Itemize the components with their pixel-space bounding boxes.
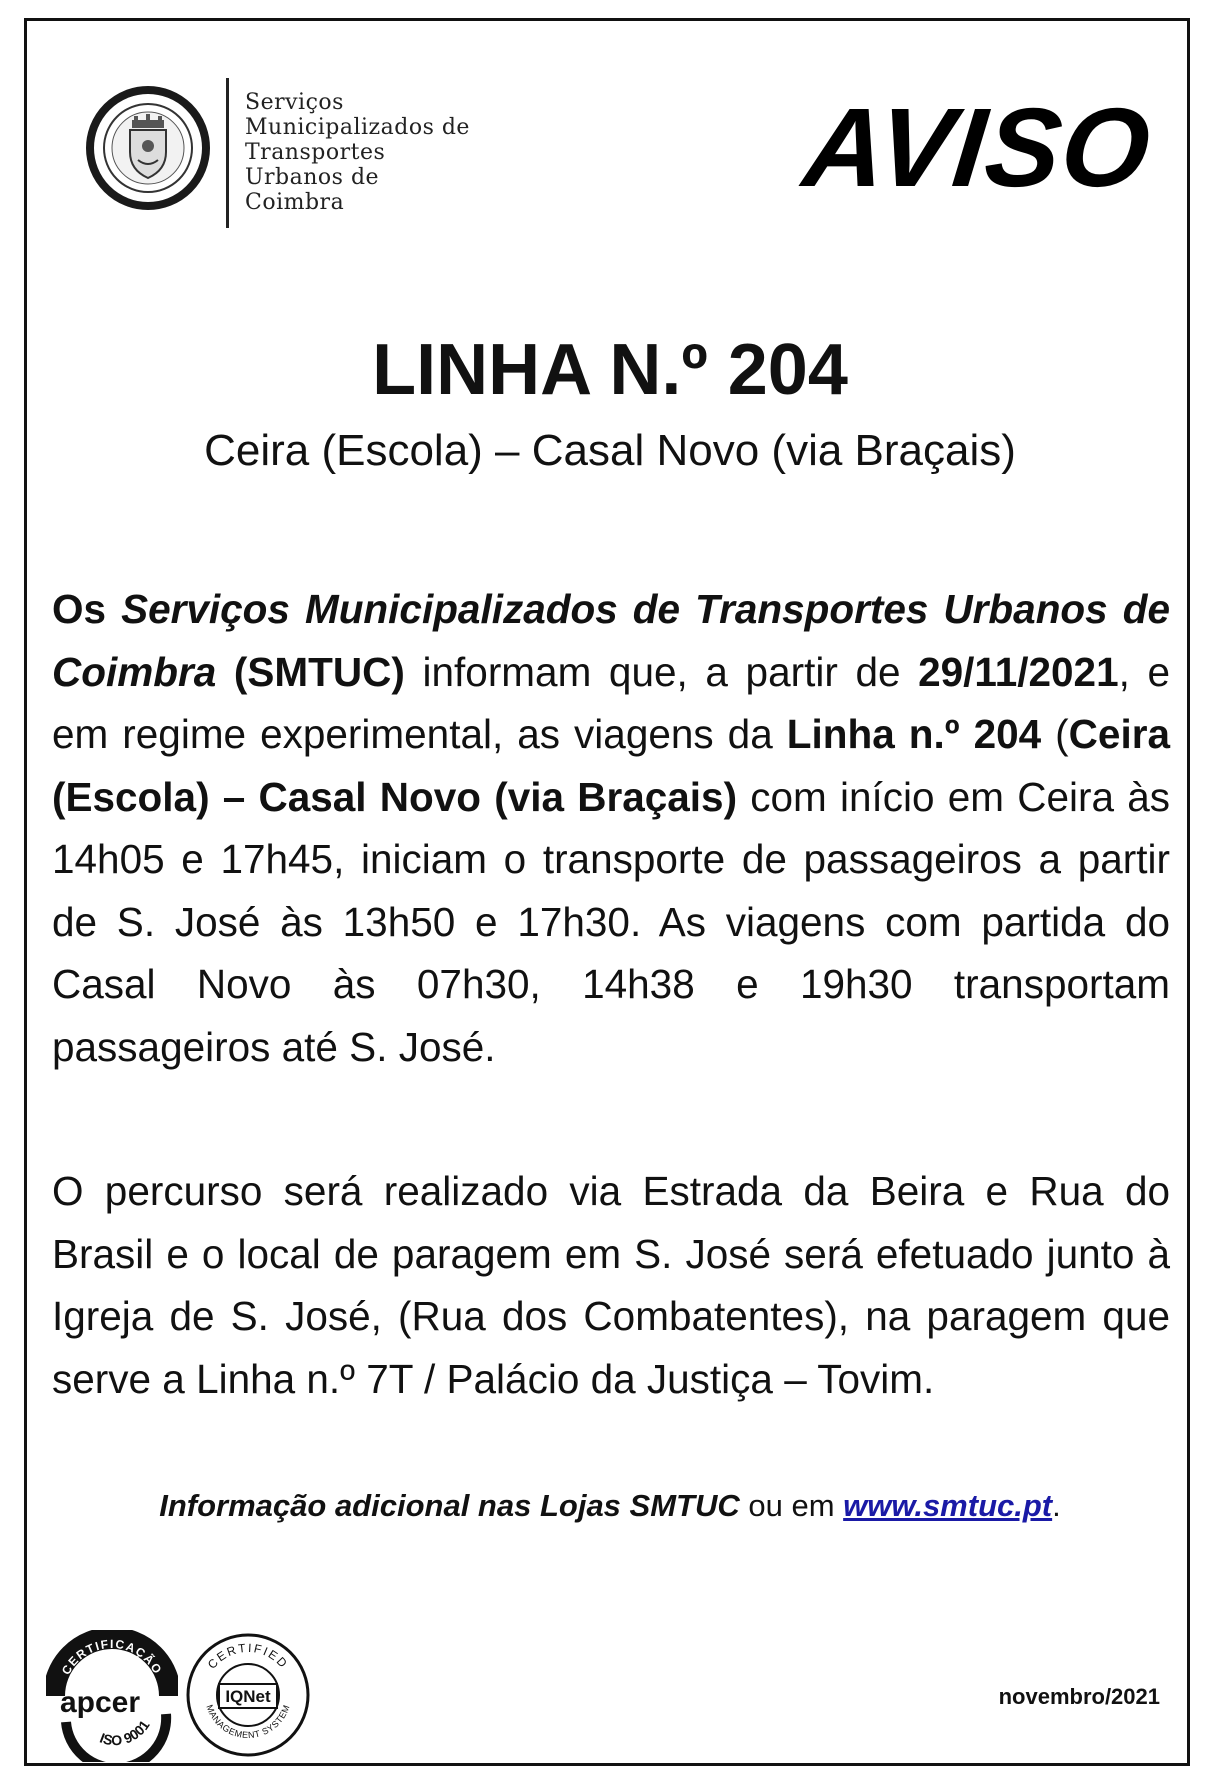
p1-date: 29/11/2021: [918, 648, 1119, 695]
svg-text:CERTIFIED: [205, 1641, 291, 1672]
apcer-top-text: CERTIFICAÇÃO: [58, 1636, 166, 1678]
p1-line-ref: Linha n.º 204: [786, 711, 1042, 757]
info-text: .: [1052, 1488, 1061, 1523]
notice-paragraph-1: [52, 578, 1170, 1078]
notice-label: AVISO: [798, 85, 1157, 210]
apcer-name: apcer: [59, 1686, 141, 1719]
info-text: ou em: [739, 1488, 844, 1523]
website-link[interactable]: www.smtuc.pt: [843, 1488, 1053, 1523]
logo-divider: [226, 78, 229, 228]
line-route: Ceira (Escola) – Casal Novo (via Braçais): [204, 426, 1016, 475]
iqnet-certification-badge: [183, 1630, 313, 1760]
iqnet-name: IQNet: [225, 1687, 271, 1706]
apcer-certification-badge: [46, 1630, 178, 1762]
additional-info: [0, 1486, 1220, 1526]
logo-line: Serviços: [245, 90, 344, 115]
p1-text: informam que, a partir de: [404, 648, 919, 695]
notice-paragraph-2: O percurso será realizado via Estrada da Beira e Rua do Brasil e o local de paragem em S. José será efetuado junto à Igreja de S. José, (Rua dos Combatentes), na paragem que serve a Linha n.º 7T / Palácio da Justiça – Tovim.: [52, 1168, 1170, 1402]
info-text: Informação adicional nas Lojas SMTUC: [159, 1488, 740, 1523]
logo-line: Municipalizados de: [245, 115, 470, 140]
notice-date: novembro/2021: [998, 1684, 1160, 1709]
iqnet-bottom-text: MANAGEMENT SYSTEM: [204, 1703, 292, 1741]
p1-route-ref: Ceira (Escola) – Casal Novo (via Braçais): [52, 711, 1170, 820]
logo-line: Urbanos de: [245, 165, 380, 190]
line-title: LINHA N.º 204: [372, 330, 848, 410]
organization-wordmark: [245, 90, 470, 215]
p1-text: (: [1041, 711, 1069, 757]
p1-text: , e em regime experimental, as viagens da: [52, 648, 1170, 757]
logo-line: Transportes: [245, 140, 386, 165]
logo-line: Coimbra: [245, 190, 345, 215]
p1-text: com início em Ceira às 14h05 e 17h45, iniciam o transporte de passageiros a partir de S. José às 13h50 e 17h30. As viagens com partida do Casal Novo às 07h30, 14h38 e 19h30 transportam passageiros até S. José.: [52, 773, 1170, 1070]
p1-os: Os: [52, 586, 107, 632]
apcer-bottom-text: ISO 9001: [97, 1717, 153, 1749]
iqnet-top-text: CERTIFIED: [204, 1640, 292, 1672]
p1-abbr: (SMTUC): [233, 648, 405, 695]
p1-org-name: Serviços Municipalizados de Transportes Urbanos de Coimbra: [52, 586, 1170, 695]
coimbra-seal-logo: [86, 86, 210, 210]
svg-text:ISO 9001: [98, 1717, 153, 1748]
